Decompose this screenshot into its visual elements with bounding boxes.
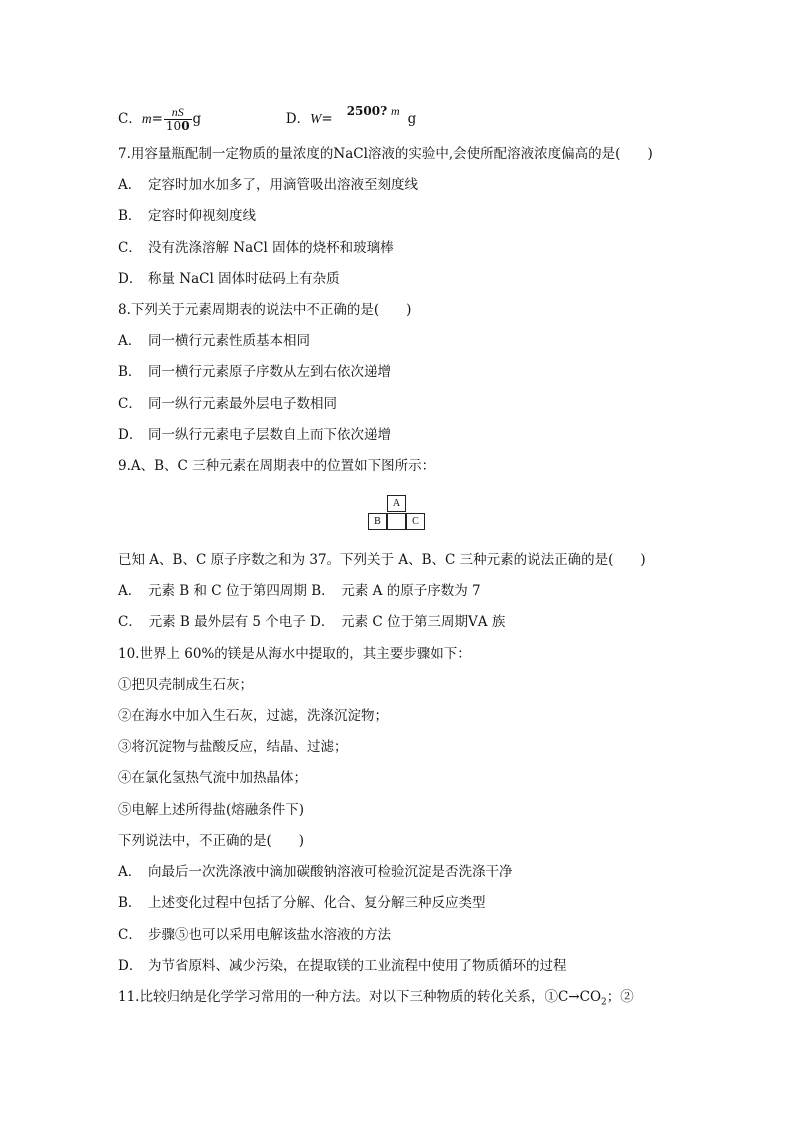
q10-step-2: ②在海水中加入生石灰，过滤，洗涤沉淀物； bbox=[118, 708, 388, 724]
q9-options-row1: A． 元素 B 和 C 位于第四周期 B． 元素 A 的原子序数为 7 bbox=[118, 583, 481, 599]
q8-option-b: B． 同一横行元素原子序数从左到右依次递增 bbox=[118, 364, 391, 380]
periodic-cell-b: B bbox=[368, 513, 387, 530]
q7-option-c: C． 没有洗涤溶解 NaCl 固体的烧杯和玻璃棒 bbox=[118, 240, 394, 256]
periodic-table-fragment bbox=[368, 495, 427, 531]
q7-option-d: D． 称量 NaCl 固体时砝码上有杂质 bbox=[118, 271, 340, 287]
q9-stem: 9.A、B、C 三种元素在周期表中的位置如下图所示： bbox=[118, 458, 436, 474]
q10-stem: 10.世界上 60%的镁是从海水中提取的，其主要步骤如下： bbox=[118, 646, 471, 662]
q8-option-c: C． 同一纵行元素最外层电子数相同 bbox=[118, 396, 337, 412]
q10-option-d: D． 为节省原料、减少污染，在提取镁的工业流程中使用了物质循环的过程 bbox=[118, 958, 567, 974]
q6-option-c: C．m= $\frac{nS}{100}$ g bbox=[118, 105, 202, 133]
q10-option-c: C． 步骤⑤也可以采用电解该盐水溶液的方法 bbox=[118, 927, 391, 943]
q11-stem: 11.比较归纳是化学学习常用的一种方法。对以下三种物质的转化关系，$①C\to CO_2$；② bbox=[118, 989, 634, 1008]
q6-option-c-fraction: $\frac{nS}{100}$ bbox=[165, 105, 190, 133]
periodic-cell-c: C bbox=[406, 513, 425, 530]
q10-option-b: B． 上述变化过程中包括了分解、化合、复分解三种反应类型 bbox=[118, 895, 486, 911]
periodic-cell-a: A bbox=[387, 495, 406, 512]
q10-option-a: A． 向最后一次洗涤液中滴加碳酸钠溶液可检验沉淀是否洗涤干净 bbox=[118, 864, 513, 880]
q9-info: 已知 A、B、C 原子序数之和为 37。下列关于 A、B、C 三种元素的说法正确的是( ) bbox=[118, 552, 646, 568]
q9-options-row2: C． 元素 B 最外层有 5 个电子 D． 元素 C 位于第三周期ⅤA 族 bbox=[118, 614, 506, 630]
q7-option-a: A． 定容时加水加多了，用滴管吸出溶液至刻度线 bbox=[118, 177, 418, 193]
periodic-cell-empty bbox=[387, 513, 406, 530]
q6-options bbox=[118, 106, 416, 133]
q7-option-b: B． 定容时仰视刻度线 bbox=[118, 208, 256, 224]
q8-option-d: D． 同一纵行元素电子层数自上而下依次递增 bbox=[118, 427, 391, 443]
q7-stem: 7.用容量瓶配制一定物质的量浓度的NaCl溶液的实验中,会使所配溶液浓度偏高的是( ) bbox=[118, 146, 653, 162]
q8-option-a: A． 同一横行元素性质基本相同 bbox=[118, 333, 310, 349]
q10-question: 下列说法中，不正确的是( ) bbox=[118, 833, 305, 849]
q6-option-d: D．W= 2500? m g bbox=[285, 104, 417, 127]
q10-step-1: ①把贝壳制成生石灰； bbox=[118, 677, 253, 693]
q8-stem: 8.下列关于元素周期表的说法中不正确的是( ) bbox=[118, 302, 412, 318]
q10-step-4: ④在氯化氢热气流中加热晶体； bbox=[118, 770, 307, 786]
q10-step-5: ⑤电解上述所得盐(熔融条件下) bbox=[118, 802, 305, 818]
q10-step-3: ③将沉淀物与盐酸反应，结晶、过滤； bbox=[118, 739, 348, 755]
